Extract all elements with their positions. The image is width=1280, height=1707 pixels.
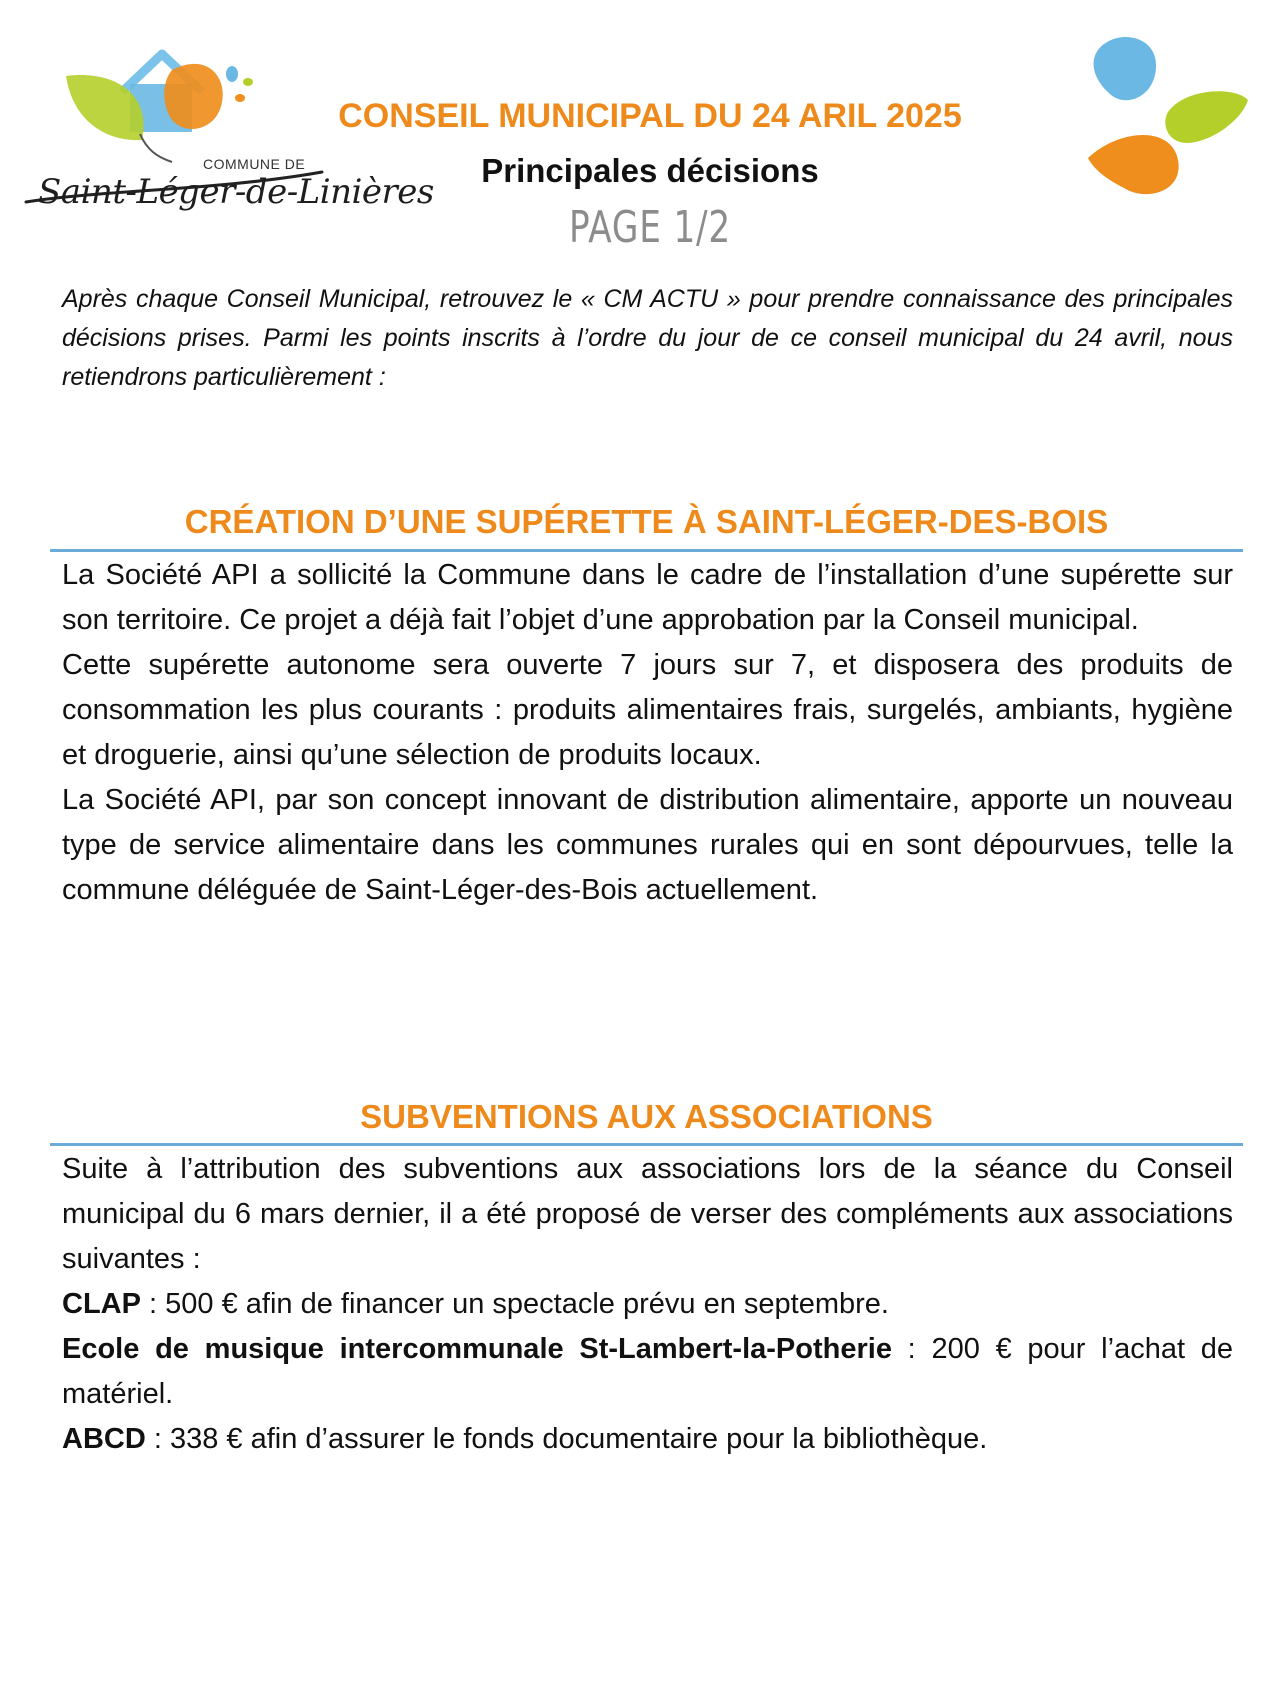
paragraph: La Société API, par son concept innovant de distribution alimentaire, apporte un nouveau type de service alimentaire dans les communes rurales qui en sont dépourvues, telle la commune déléguée de Saint-Léger-des-Bois actuellement. bbox=[62, 784, 1233, 906]
drops-graphic bbox=[1080, 30, 1260, 220]
logo-commune-name: Saint-Léger-de-Linières bbox=[38, 172, 434, 212]
decorative-drops bbox=[1080, 30, 1260, 220]
association-detail: : 200 € pour l’achat de matériel. bbox=[62, 1333, 1233, 1410]
section-title-subventions: SUBVENTIONS AUX ASSOCIATIONS bbox=[360, 1098, 933, 1135]
section-title-superette: CRÉATION D’UNE SUPÉRETTE À SAINT-LÉGER-DES-BOIS bbox=[184, 503, 1109, 540]
section-body-subventions bbox=[62, 1147, 1233, 1462]
logo-commune-label: COMMUNE DE bbox=[203, 156, 306, 172]
paragraph: Cette supérette autonome sera ouverte 7 jours sur 7, et disposera des produits de consommation les plus courants : produits alimentaires frais, surgelés, ambiants, hygiène et droguerie, ainsi qu’une sélection de produits locaux. bbox=[62, 649, 1233, 771]
association-item bbox=[62, 1417, 1233, 1462]
section-divider bbox=[50, 1143, 1243, 1146]
section-divider bbox=[50, 549, 1243, 552]
association-name: ABCD bbox=[62, 1423, 146, 1455]
page-number: PAGE 1/2 bbox=[568, 202, 732, 253]
page-title: CONSEIL MUNICIPAL DU 24 ARIL 2025 bbox=[338, 97, 962, 135]
paragraph: La Société API a sollicité la Commune dans le cadre de l’installation d’une supérette sur son territoire. Ce projet a déjà fait l’objet d’une approbation par la Conseil municipal. bbox=[62, 559, 1233, 636]
association-item bbox=[62, 1282, 1233, 1327]
association-detail: : 338 € afin d’assurer le fonds documentaire pour la bibliothèque. bbox=[145, 1423, 988, 1455]
association-detail: : 500 € afin de financer un spectacle prévu en septembre. bbox=[140, 1288, 889, 1320]
paragraph: Suite à l’attribution des subventions aux associations lors de la séance du Conseil municipal du 6 mars dernier, il a été proposé de verser des compléments aux associations suivantes : bbox=[62, 1153, 1233, 1275]
association-item bbox=[62, 1327, 1233, 1417]
page-subtitle: Principales décisions bbox=[481, 152, 819, 189]
section-body-superette bbox=[62, 553, 1233, 913]
intro-text: Après chaque Conseil Municipal, retrouvez le « CM ACTU » pour prendre connaissance des principales décisions prises. Parmi les points inscrits à l’ordre du jour de ce conseil municipal du 24 avril, nous retiendrons particulièrement : bbox=[62, 285, 1233, 391]
association-name: Ecole de musique intercommunale St-Lambert-la-Potherie bbox=[62, 1333, 892, 1365]
association-name: CLAP bbox=[62, 1288, 141, 1320]
